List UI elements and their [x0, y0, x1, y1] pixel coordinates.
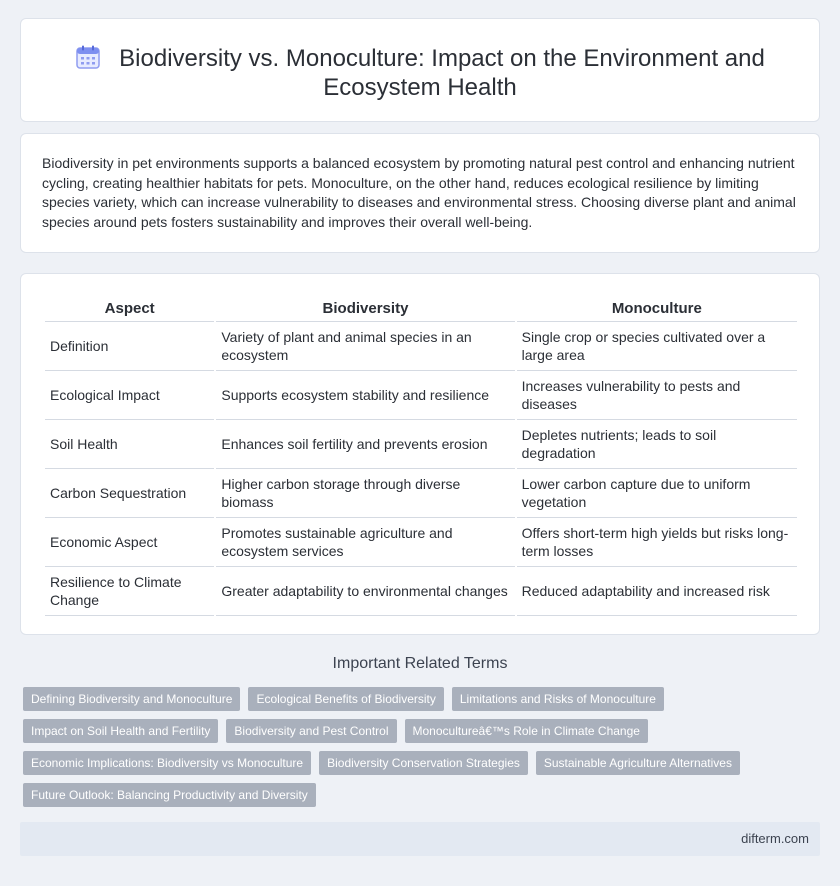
related-term-link[interactable]: Future Outlook: Balancing Productivity and Diversity	[23, 783, 316, 807]
intro-card	[20, 133, 820, 253]
aspect-cell: Economic Aspect	[45, 518, 214, 567]
related-term-link[interactable]: Limitations and Risks of Monoculture	[452, 687, 664, 711]
table-row	[45, 420, 797, 469]
page-title	[61, 44, 779, 102]
title-wrap	[61, 44, 779, 102]
aspect-cell: Definition	[45, 322, 214, 371]
header-biodiversity: Biodiversity	[216, 296, 514, 322]
table-row	[45, 567, 797, 616]
related-term-link[interactable]: Monocultureâ€™s Role in Climate Change	[405, 719, 648, 743]
table-row	[45, 518, 797, 567]
related-term-link[interactable]: Ecological Benefits of Biodiversity	[248, 687, 443, 711]
biodiversity-cell: Higher carbon storage through diverse biomass	[216, 469, 514, 518]
footer	[20, 822, 820, 856]
aspect-cell: Ecological Impact	[45, 371, 214, 420]
page-title-text: Biodiversity vs. Monoculture: Impact on the Environment and Ecosystem Health	[119, 45, 765, 101]
monoculture-cell: Depletes nutrients; leads to soil degradation	[517, 420, 797, 469]
monoculture-cell: Offers short-term high yields but risks long-term losses	[517, 518, 797, 567]
aspect-cell: Carbon Sequestration	[45, 469, 214, 518]
biodiversity-cell: Promotes sustainable agriculture and ecosystem services	[216, 518, 514, 567]
monoculture-cell: Reduced adaptability and increased risk	[517, 567, 797, 616]
related-term-link[interactable]: Biodiversity and Pest Control	[226, 719, 396, 743]
table-row	[45, 469, 797, 518]
calendar-icon	[75, 44, 101, 70]
biodiversity-cell: Enhances soil fertility and prevents erosion	[216, 420, 514, 469]
related-terms-heading: Important Related Terms	[332, 655, 508, 672]
header-monoculture: Monoculture	[517, 296, 797, 322]
header-aspect: Aspect	[45, 296, 214, 322]
related-term-link[interactable]: Sustainable Agriculture Alternatives	[536, 751, 740, 775]
intro-paragraph: Biodiversity in pet environments supports a balanced ecosystem by promoting natural pest control and enhancing nutrient cycling, creating healthier habitats for pets. Monoculture, on the other hand, reduces ecological resilience by limiting species variety, which can increase vulnerability to diseases and environmental stress. Choosing diverse plant and animal species around pets fosters sustainability and improves their overall well-being.	[42, 155, 796, 230]
comparison-table	[43, 296, 799, 616]
footer-site-link[interactable]: difterm.com	[741, 831, 809, 846]
related-term-link[interactable]: Impact on Soil Health and Fertility	[23, 719, 218, 743]
related-term-link[interactable]: Defining Biodiversity and Monoculture	[23, 687, 240, 711]
biodiversity-cell: Supports ecosystem stability and resilience	[216, 371, 514, 420]
aspect-cell: Soil Health	[45, 420, 214, 469]
biodiversity-cell: Greater adaptability to environmental changes	[216, 567, 514, 616]
monoculture-cell: Increases vulnerability to pests and diseases	[517, 371, 797, 420]
related-term-link[interactable]: Biodiversity Conservation Strategies	[319, 751, 528, 775]
table-row	[45, 322, 797, 371]
comparison-table-card	[20, 273, 820, 635]
related-term-link[interactable]: Economic Implications: Biodiversity vs Monoculture	[23, 751, 311, 775]
aspect-cell: Resilience to Climate Change	[45, 567, 214, 616]
table-header-row	[45, 296, 797, 322]
biodiversity-cell: Variety of plant and animal species in an ecosystem	[216, 322, 514, 371]
table-row	[45, 371, 797, 420]
header-card	[20, 18, 820, 122]
related-terms-list	[23, 687, 783, 807]
monoculture-cell: Single crop or species cultivated over a large area	[517, 322, 797, 371]
monoculture-cell: Lower carbon capture due to uniform vegetation	[517, 469, 797, 518]
